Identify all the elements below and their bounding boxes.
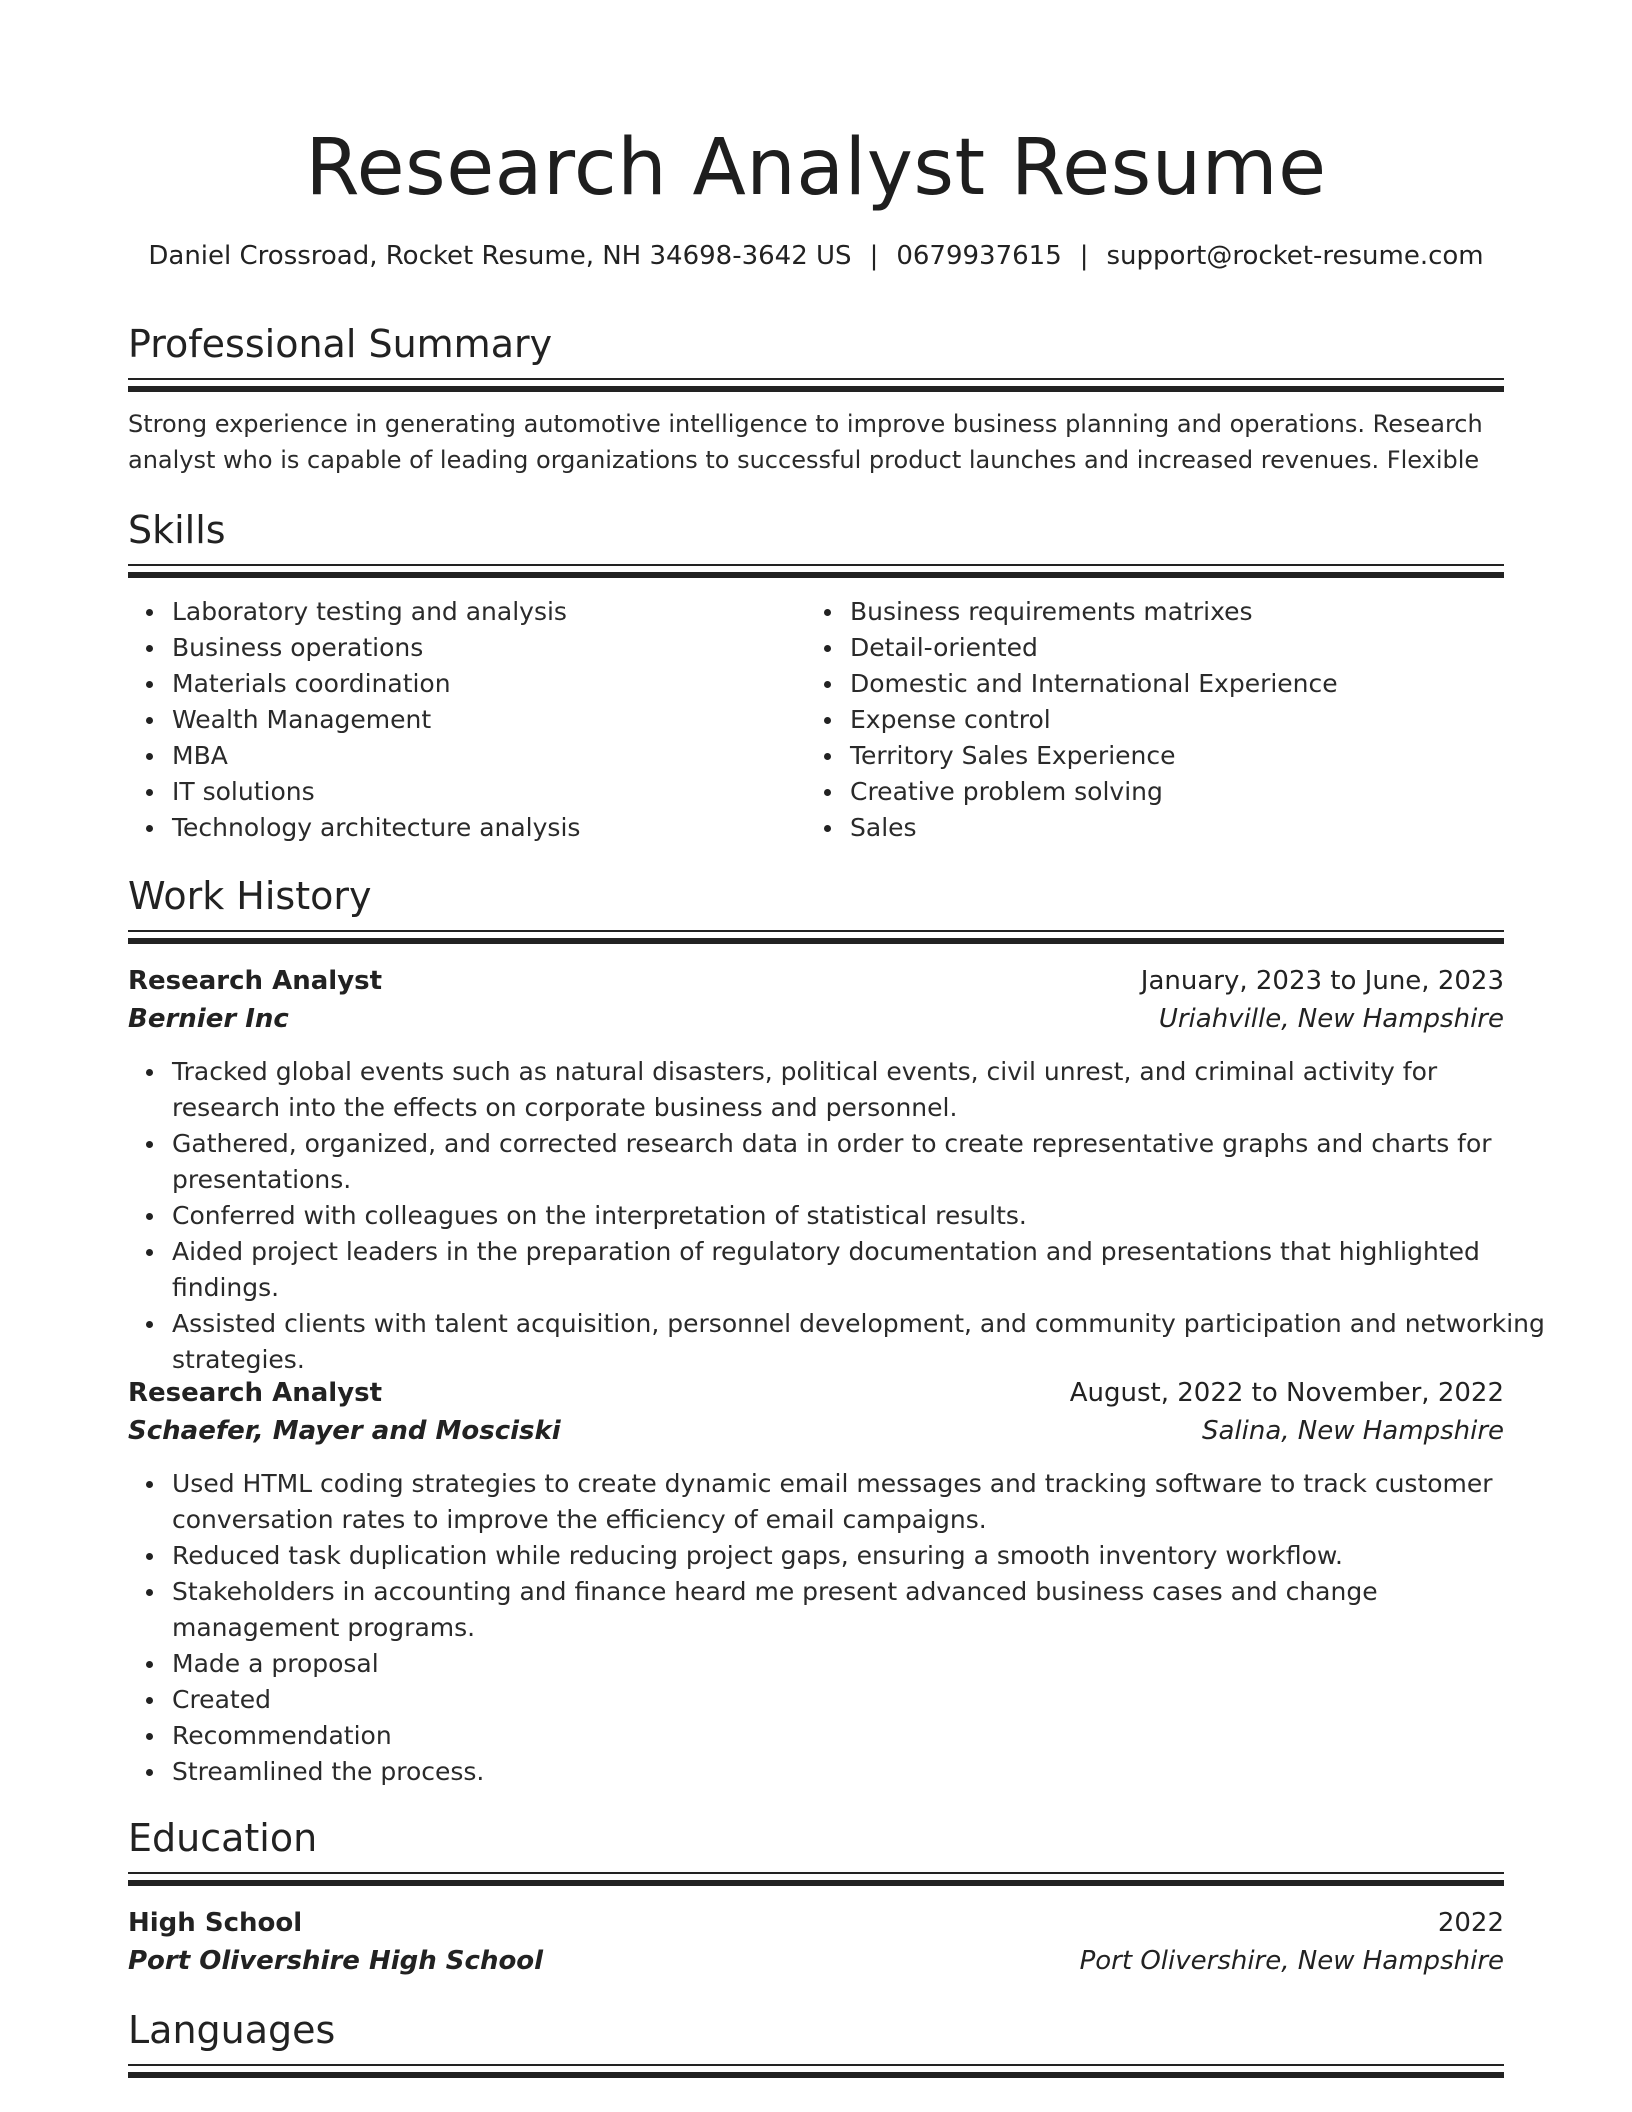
education-location: Port Olivershire, New Hampshire [1079, 1946, 1504, 1976]
contact-email[interactable]: support@rocket-resume.com [1106, 241, 1484, 271]
job-bullet: Stakeholders in accounting and finance heard me present advanced business cases and change management programs. [172, 1574, 1548, 1646]
skill-item: Technology architecture analysis [172, 810, 812, 846]
resume-title: Research Analyst Resume [305, 123, 1327, 213]
job-bullet: Made a proposal [172, 1646, 1548, 1682]
skills-list-left [128, 594, 812, 846]
education-degree: High School [128, 1908, 303, 1938]
education-row [128, 1904, 1504, 1942]
section-divider [128, 1872, 1504, 1886]
summary-text: Strong experience in generating automotive intelligence to improve business planning and operations. Research analyst who is capable of leading organizations to successful product launches and increased revenues. Flexible [128, 410, 1483, 474]
skill-item: Sales [850, 810, 1510, 846]
skill-item: Laboratory testing and analysis [172, 594, 812, 630]
contact-line [128, 238, 1504, 274]
job-title: Research Analyst [128, 1378, 383, 1408]
section-divider [128, 930, 1504, 944]
summary-heading: Professional Summary [128, 322, 553, 366]
job-bullet: Used HTML coding strategies to create dynamic email messages and tracking software to track customer conversation rates to improve the efficiency of email campaigns. [172, 1466, 1548, 1538]
skill-item: Creative problem solving [850, 774, 1510, 810]
job-bullet: Tracked global events such as natural disasters, political events, civil unrest, and criminal activity for research into the effects on corporate business and personnel. [172, 1054, 1548, 1126]
job-company-row [128, 1412, 1504, 1450]
education-school: Port Olivershire High School [128, 1946, 544, 1976]
job-title-row [128, 1374, 1504, 1412]
job-bullet: Assisted clients with talent acquisition, personnel development, and community participation and networking strategies. [172, 1306, 1548, 1378]
job-bullets [128, 1466, 1548, 1790]
job-bullets [128, 1054, 1548, 1378]
skill-item: Materials coordination [172, 666, 812, 702]
education-school-row [128, 1942, 1504, 1980]
job-title-row [128, 962, 1504, 1000]
skill-item: Expense control [850, 702, 1510, 738]
job-bullet: Streamlined the process. [172, 1754, 1548, 1790]
languages-heading: Languages [128, 2008, 336, 2052]
job-bullet: Gathered, organized, and corrected research data in order to create representative graphs and charts for presentations. [172, 1126, 1548, 1198]
skill-item: Domestic and International Experience [850, 666, 1510, 702]
job-title: Research Analyst [128, 966, 383, 996]
job-bullet: Conferred with colleagues on the interpretation of statistical results. [172, 1198, 1548, 1234]
skills-heading: Skills [128, 508, 226, 552]
skill-item: Detail-oriented [850, 630, 1510, 666]
contact-separator: | [869, 241, 879, 271]
skill-item: Territory Sales Experience [850, 738, 1510, 774]
section-divider [128, 2064, 1504, 2078]
job-company: Bernier Inc [128, 1004, 289, 1034]
education-year: 2022 [1437, 1908, 1504, 1938]
skill-item: Business operations [172, 630, 812, 666]
job-location: Uriahville, New Hampshire [1158, 1004, 1504, 1034]
job-company-row [128, 1000, 1504, 1038]
job-bullet: Reduced task duplication while reducing project gaps, ensuring a smooth inventory workflow. [172, 1538, 1548, 1574]
job-dates: January, 2023 to June, 2023 [1140, 966, 1504, 996]
job-company: Schaefer, Mayer and Mosciski [128, 1416, 561, 1446]
job-bullet: Recommendation [172, 1718, 1548, 1754]
section-divider [128, 378, 1504, 392]
job-dates: August, 2022 to November, 2022 [1069, 1378, 1504, 1408]
education-heading: Education [128, 1816, 318, 1860]
contact-phone: 0679937615 [896, 241, 1062, 271]
skill-item: MBA [172, 738, 812, 774]
skill-item: IT solutions [172, 774, 812, 810]
job-bullet: Created [172, 1682, 1548, 1718]
skill-item: Wealth Management [172, 702, 812, 738]
work-heading: Work History [128, 874, 372, 918]
contact-separator: | [1079, 241, 1089, 271]
skill-item: Business requirements matrixes [850, 594, 1510, 630]
skills-list-right [806, 594, 1510, 846]
contact-address: Daniel Crossroad, Rocket Resume, NH 34698-3642 US [148, 241, 852, 271]
job-location: Salina, New Hampshire [1201, 1416, 1504, 1446]
section-divider [128, 564, 1504, 578]
job-bullet: Aided project leaders in the preparation of regulatory documentation and presentations that highlighted findings. [172, 1234, 1548, 1306]
